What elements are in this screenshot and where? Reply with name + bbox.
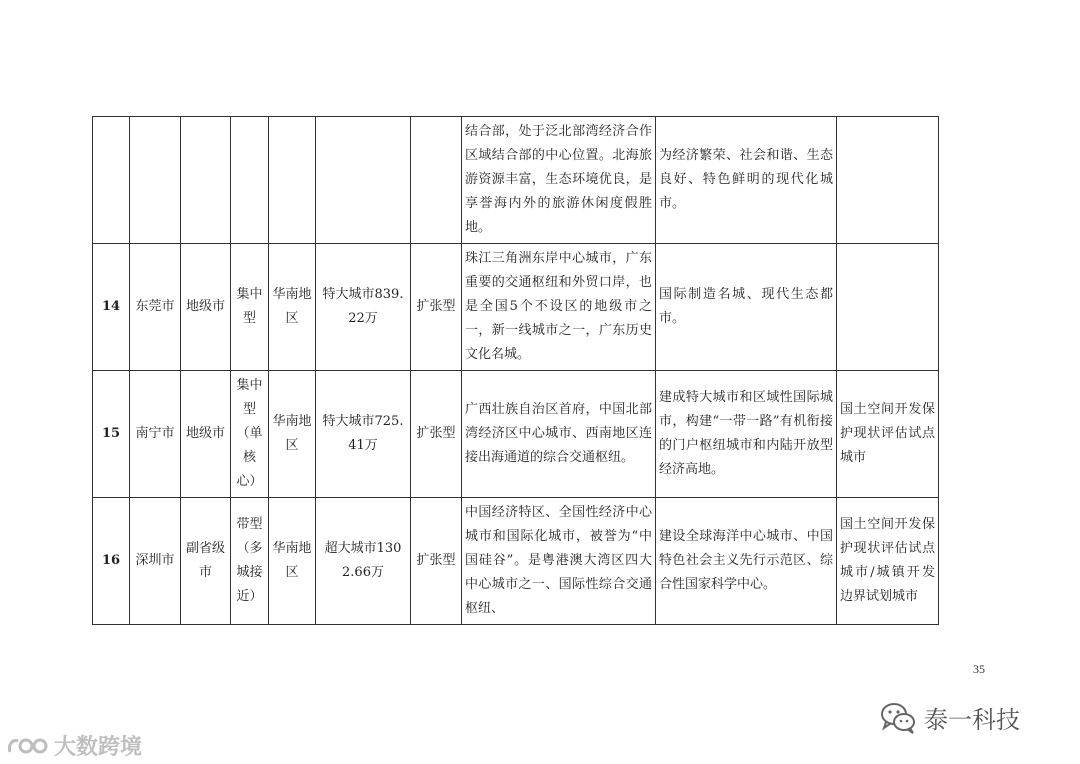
city-name: 深圳市	[130, 498, 181, 625]
structure-type: 带型（多城接近）	[231, 498, 269, 625]
table-row	[93, 117, 939, 244]
city-name: 东莞市	[130, 244, 181, 371]
city-positioning: 国际制造名城、现代生态都市。	[656, 244, 837, 371]
table-row	[93, 498, 939, 625]
region	[269, 117, 316, 244]
city-table	[92, 116, 939, 625]
city-description: 结合部，处于泛北部湾经济合作区域结合部的中心位置。北海旅游资源丰富，生态环境优良，是享誉海内外的旅游休闲度假胜地。	[462, 117, 656, 244]
structure-type	[231, 117, 269, 244]
region: 华南地区	[269, 244, 316, 371]
city-description: 中国经济特区、全国性经济中心城市和国际化城市，被誉为“中国硅谷”。是粤港澳大湾区四大中心城市之一、国际性综合交通枢纽、	[462, 498, 656, 625]
city-scale: 特大城市725.41万	[316, 371, 411, 498]
growth-type: 扩张型	[411, 371, 462, 498]
city-description: 广西壮族自治区首府，中国北部湾经济区中心城市、西南地区连接出海通道的综合交通枢纽。	[462, 371, 656, 498]
city-positioning: 建成特大城市和区域性国际城市，构建“一带一路”有机衔接的门户枢纽城市和内陆开放型经济高地。	[656, 371, 837, 498]
pilot-status: 国土空间开发保护现状评估试点城市/城镇开发边界试划城市	[837, 498, 939, 625]
pilot-status	[837, 244, 939, 371]
watermark-right-text: 泰一科技	[924, 706, 1020, 734]
structure-type: 集中型	[231, 244, 269, 371]
city-name	[130, 117, 181, 244]
watermark-left	[6, 730, 142, 761]
growth-type: 扩张型	[411, 244, 462, 371]
city-positioning: 建设全球海洋中心城市、中国特色社会主义先行示范区、综合性国家科学中心。	[656, 498, 837, 625]
table-row	[93, 244, 939, 371]
structure-type: 集中型（单核心）	[231, 371, 269, 498]
city-positioning: 为经济繁荣、社会和谐、生态良好、特色鲜明的现代化城市。	[656, 117, 837, 244]
city-scale: 特大城市839.22万	[316, 244, 411, 371]
page-number: 35	[973, 662, 985, 676]
row-number: 16	[93, 498, 130, 625]
watermark-left-text: 大数跨境	[54, 735, 143, 760]
row-number	[93, 117, 130, 244]
logo-icon	[6, 735, 50, 757]
pilot-status: 国土空间开发保护现状评估试点城市	[837, 371, 939, 498]
region: 华南地区	[269, 498, 316, 625]
admin-level: 地级市	[181, 244, 231, 371]
growth-type	[411, 117, 462, 244]
city-description: 珠江三角洲东岸中心城市，广东重要的交通枢纽和外贸口岸，也是全国5个不设区的地级市之一，新一线城市之一，广东历史文化名城。	[462, 244, 656, 371]
wechat-icon	[880, 702, 916, 734]
admin-level: 副省级市	[181, 498, 231, 625]
row-number: 14	[93, 244, 130, 371]
admin-level: 地级市	[181, 371, 231, 498]
admin-level	[181, 117, 231, 244]
growth-type: 扩张型	[411, 498, 462, 625]
table-row	[93, 371, 939, 498]
watermark-right	[880, 700, 1020, 735]
region: 华南地区	[269, 371, 316, 498]
city-scale: 超大城市1302.66万	[316, 498, 411, 625]
city-name: 南宁市	[130, 371, 181, 498]
pilot-status	[837, 117, 939, 244]
row-number: 15	[93, 371, 130, 498]
city-scale	[316, 117, 411, 244]
